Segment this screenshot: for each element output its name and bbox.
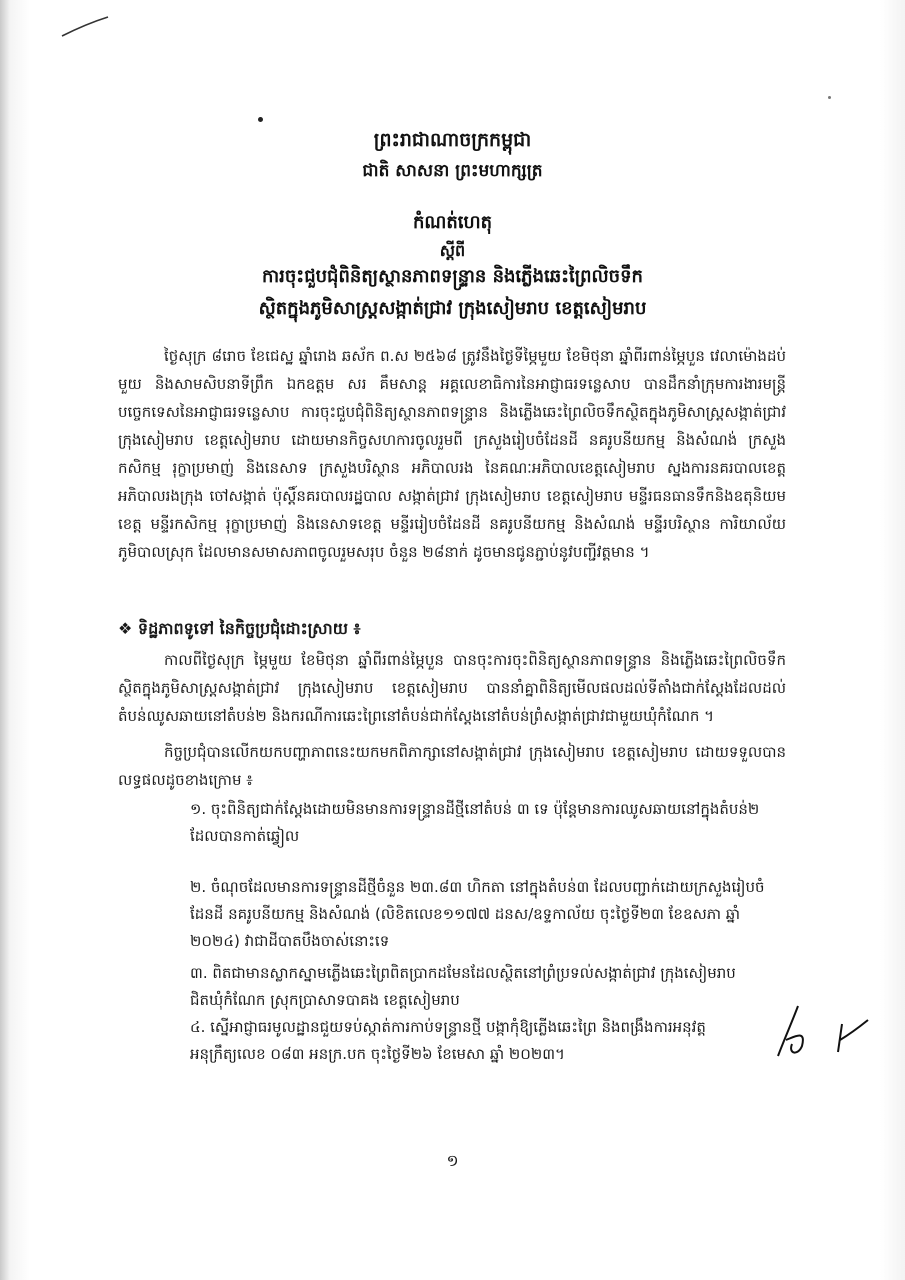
section-paragraph-2: កិច្ចប្រជុំបានលើកយកបញ្ហាភាពនេះយកមកពិភាក្សានៅសង្កាត់ជ្រាវ ក្រុងសៀមរាប ខេត្តសៀមរាប ដោយទទួលបានលទ្ធផលដូចខាងក្រោម ៖ bbox=[118, 743, 786, 789]
result-item-3: ៣. ពិតជាមានស្លាកស្នាមភ្លើងឆេះព្រៃពិតប្រាកដមែនដែលស្ថិតនៅព្រំប្រទល់សង្កាត់ជ្រាវ ក្រុងសៀមរាប ជិតឃុំកំណែក ស្រុកប្រាសាទបាគង ខេត្តសៀមរាប bbox=[190, 964, 736, 1009]
ink-dot bbox=[258, 117, 263, 122]
motto-heading: ជាតិ សាសនា ព្រះមហាក្សត្រ bbox=[362, 161, 543, 181]
initial-signature-mark bbox=[770, 1000, 830, 1060]
section-paragraph-1: កាលពីថ្ងៃសុក្រ ម្ភៃមួយ ខែមិថុនា ឆ្នាំពីរពាន់ម្ភៃបួន បានចុះការចុះពិនិត្យស្ថានភាពទន្ទ្រាន និងភ្លើងឆេះព្រៃលិចទឹកស្ថិតក្នុងភូមិសាស្ត្រសង្កាត់ជ្រាវ ក្រុងសៀមរាប ខេត្តសៀមរាប បាននាំគ្នាពិនិត្យមើលផលដល់ទីតាំងជាក់ស្ដែងដែលដល់តំបន់ឈូសឆាយនៅតំបន់២ និងករណីការឆេះព្រៃនៅតំបន់ជាក់ស្ដែងនៅតំបន់ព្រំសង្កាត់ជ្រាវជាមួយឃុំកំណែក ។ bbox=[118, 651, 786, 725]
report-about: ស្ដីពី bbox=[439, 241, 466, 260]
ink-dot bbox=[828, 96, 831, 99]
result-item-2: ២. ចំណុចដែលមានការទន្ទ្រានដីថ្មីចំនួន ២៣.៨៣ ហិកតា នៅក្នុងតំបន់៣ ដែលបញ្ជាក់ដោយក្រសួងរៀបចំដែនដី នគរូបនីយកម្ម និងសំណង់ (លិខិតលេខ១១៧៧ ដនស/ឧទ្ទកាល័យ ចុះថ្ងៃទី២៣ ខែឧសភា ឆ្នាំ ២០២៤) វាជាដីបាតបឹងចាស់នោះទេ bbox=[190, 878, 765, 950]
kingdom-heading: ព្រះរាជាណាចក្រកម្ពុជា bbox=[373, 129, 532, 151]
diamond-bullet-icon: ❖ bbox=[118, 619, 133, 638]
report-title-line1: ការចុះជួបជុំពិនិត្យស្ថានភាពទន្ទ្រាន និងភ្លើងឆេះព្រៃលិចទឹក bbox=[262, 266, 643, 287]
section-title: ទិដ្ឋភាពទូទៅ នៃកិច្ចប្រជុំដោះស្រាយ ៖ bbox=[137, 619, 361, 638]
section-heading bbox=[118, 618, 361, 642]
report-label: កំណត់ហេតុ bbox=[412, 212, 493, 233]
initial-signature-mark bbox=[832, 1010, 872, 1056]
result-item-4: ៤. ស្នើអាជ្ញាធរមូលដ្ឋានជួយទប់ស្កាត់ការកាប់ទន្ទ្រានថ្មី បង្កាកុំឱ្យភ្លើងឆេះព្រៃ និងពង្រឹងការអនុវត្តអនុក្រឹត្យលេខ ០៨៣ អនក្រ.បក ចុះថ្ងៃទី២៦ ខែមេសា ឆ្នាំ ២០២៣។ bbox=[190, 1018, 706, 1063]
result-item-1: ១. ចុះពិនិត្យជាក់ស្ដែងដោយមិនមានការទន្ទ្រានដីថ្មីនៅតំបន់ ៣ ទេ ប៉ុន្តែមានការឈូសឆាយនៅក្នុងតំបន់២ ដែលបានកាត់ឆ្វៀល bbox=[190, 800, 760, 845]
intro-paragraph: ថ្ងៃសុក្រ ៨រោច ខែជេស្ឋ ឆ្នាំរោង ឆស័ក ព.ស ២៥៦៨ ត្រូវនឹងថ្ងៃទីម្ភៃមួយ ខែមិថុនា ឆ្នាំពីរពាន់ម្ភៃបួន វេលាម៉ោងដប់មួយ និងសាមសិបនាទីព្រឹក ឯកឧត្តម សរ គឹមសាន្ត អគ្គលេខាធិការនៃអាជ្ញាធរទន្លេសាប បានដឹកនាំក្រុមការងារមន្ត្រីបច្ចេកទេសនៃអាជ្ញាធរទន្លេសាប ការចុះជួបជុំពិនិត្យស្ថានភាពទន្ទ្រាន និងភ្លើងឆេះព្រៃលិចទឹកស្ថិតក្នុងភូមិសាស្ត្រសង្កាត់ជ្រាវ ក្រុងសៀមរាប ខេត្តសៀមរាប ដោយមានកិច្ចសហការចូលរួមពី ក្រសួងរៀបចំដែនដី នគរូបនីយកម្ម និងសំណង់ ក្រសួងកសិកម្ម រុក្ខាប្រមាញ់ និងនេសាទ ក្រសួងបរិស្ថាន អភិបាលរង នៃគណៈអភិបាលខេត្តសៀមរាប ស្នងការនគរបាលខេត្ត អភិបាលរងក្រុង ចៅសង្កាត់ ប៉ុស្តិ៍នគរបាលរដ្ឋបាល សង្កាត់ជ្រាវ ក្រុងសៀមរាប ខេត្តសៀមរាប មន្ទីរធនធានទឹកនិងឧតុនិយមខេត្ត មន្ទីរកសិកម្ម រុក្ខាប្រមាញ់ និងនេសាទខេត្ត មន្ទីររៀបចំដែនដី នគរូបនីយកម្ម និងសំណង់ មន្ទីរបរិស្ថាន ការិយាល័យភូមិបាលស្រុក ដែលមានសមាសភាពចូលរួមសរុប ចំនួន ២៨នាក់ ដូចមានជូនភ្ជាប់នូវបញ្ជីវត្តមាន ។ bbox=[118, 347, 786, 561]
page-number: ១ bbox=[446, 1151, 459, 1170]
report-title-line2: ស្ថិតក្នុងភូមិសាស្ត្រសង្កាត់ជ្រាវ ក្រុងសៀមរាប ខេត្តសៀមរាប bbox=[258, 298, 647, 319]
pen-stroke-mark bbox=[60, 14, 110, 40]
